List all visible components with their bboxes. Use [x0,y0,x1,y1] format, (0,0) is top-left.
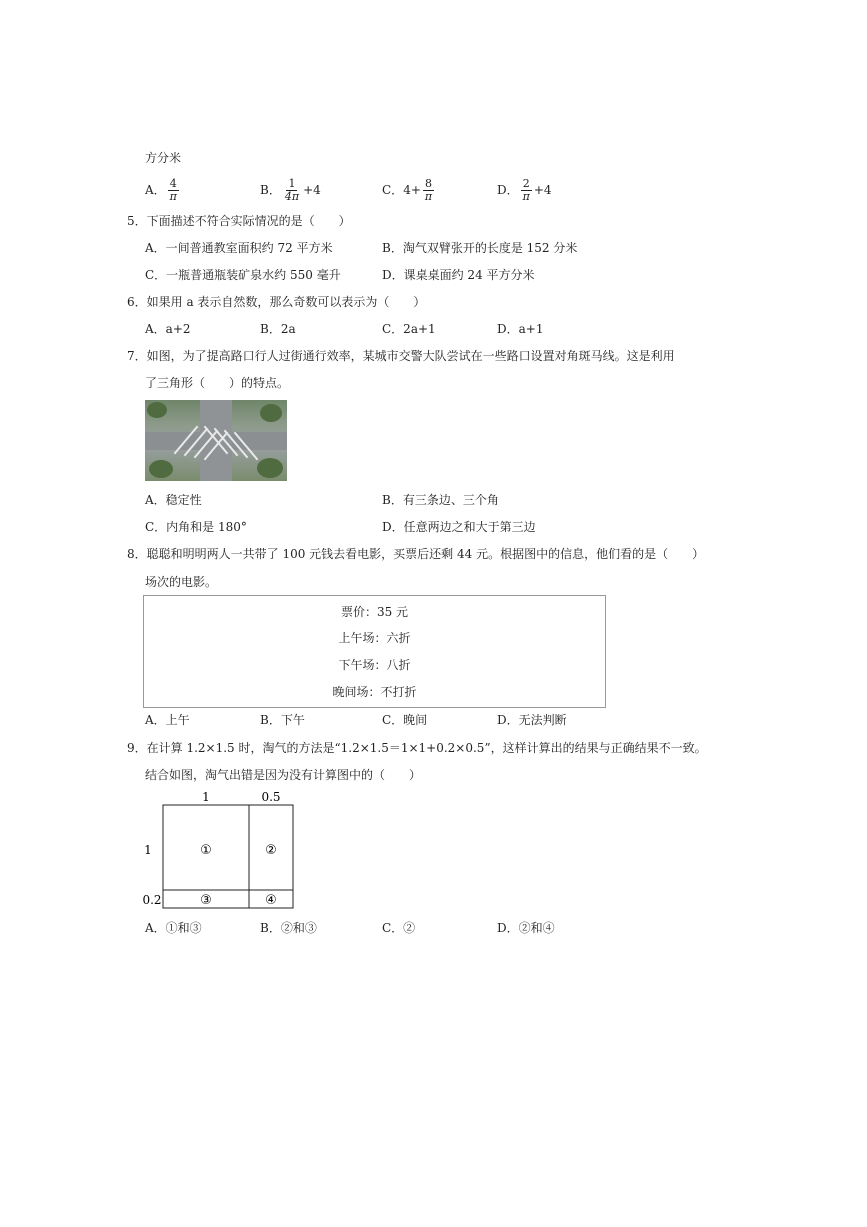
area-model-diagram [140,788,310,913]
q4-continuation: 方分米 [145,151,182,165]
q5-option-a: A．一间普通教室面积约 72 平方米 [145,241,333,255]
q9-option-d: D．②和④ [497,921,555,935]
q7-stem-line1: 7．如图，为了提高路口行人过街通行效率，某城市交警大队尝试在一些路口设置对角斑马线。这是利用 [127,349,675,363]
numerator: 1 [288,177,296,190]
q7-option-c: C．内角和是 180° [145,520,247,534]
option-letter: C． [382,183,404,197]
intersection-photo [145,400,287,481]
top-label-1: 1 [202,790,210,804]
option-letter: D． [497,183,519,197]
fraction [168,178,179,203]
option-prefix: 4+ [403,183,421,197]
q7-stem-line2: 了三角形（ ）的特点。 [145,376,290,390]
tree [260,404,282,422]
tree [257,458,283,478]
tree [147,402,167,418]
q8-option-d: D．无法判断 [497,713,567,727]
left-label-0-2: 0.2 [142,893,162,907]
q8-option-a: A．上午 [145,713,190,727]
region-1: ① [200,843,212,858]
q5-stem: 5．下面描述不符合实际情况的是（ ） [127,214,351,228]
denominator: π [169,190,177,203]
q6-option-b: B．2a [260,322,296,336]
q7-option-b: B．有三条边、三个角 [382,493,499,507]
top-label-0-5: 0.5 [261,790,281,804]
option-letter: A． [145,183,166,197]
q9-stem-line2: 结合如图，淘气出错是因为没有计算图中的（ ） [145,768,422,782]
price-info-box [143,595,606,708]
denominator: 4π [284,190,300,203]
option-rest: +4 [303,183,321,197]
q8-stem-line2: 场次的电影。 [145,575,218,589]
q8-stem-line1: 8．聪聪和明明两人一共带了 100 元钱去看电影，买票后还剩 44 元。根据图中的信息，他们看的是（ ） [127,547,705,561]
region-3: ③ [200,893,212,908]
region-4: ④ [265,893,277,908]
numerator: 4 [169,177,177,190]
q9-option-c: C．② [382,921,416,935]
q8-option-b: B．下午 [260,713,305,727]
fraction [521,178,532,203]
q6-option-a: A．a+2 [145,322,191,336]
q7-option-d: D．任意两边之和大于第三边 [382,520,536,534]
q4-option-a [145,178,181,203]
ticket-price: 票价：35 元 [340,605,409,619]
q5-option-c: C．一瓶普通瓶装矿泉水约 550 毫升 [145,268,341,282]
fraction [423,178,434,203]
q6-stem: 6．如果用 a 表示自然数，那么奇数可以表示为（ ） [127,295,426,309]
q5-option-b: B．淘气双臂张开的长度是 152 分米 [382,241,578,255]
morning-discount: 上午场：六折 [338,631,411,645]
evening-discount: 晚间场：不打折 [332,685,417,699]
q9-option-a: A．①和③ [145,921,202,935]
numerator: 2 [522,177,530,190]
q4-option-b [260,178,321,203]
option-letter: B． [260,183,281,197]
numerator: 8 [425,177,432,190]
q8-option-c: C．晚间 [382,713,428,727]
region-2: ② [265,843,277,858]
q4-option-c [382,178,436,203]
q4-option-d [497,178,552,203]
q9-stem-line1: 9．在计算 1.2×1.5 时，淘气的方法是“1.2×1.5＝1×1+0.2×0.5”，这样计算出的结果与正确结果不一致。 [127,741,707,755]
denominator: π [424,190,433,203]
denominator: π [522,190,530,203]
tree [149,460,173,478]
left-label-1: 1 [144,843,152,857]
q6-option-d: D．a+1 [497,322,544,336]
afternoon-discount: 下午场：八折 [338,658,411,672]
option-rest: +4 [533,183,552,197]
q5-option-d: D．课桌桌面约 24 平方分米 [382,268,535,282]
q7-option-a: A．稳定性 [145,493,202,507]
fraction [283,178,301,203]
q9-option-b: B．②和③ [260,921,317,935]
q6-option-c: C．2a+1 [382,322,436,336]
